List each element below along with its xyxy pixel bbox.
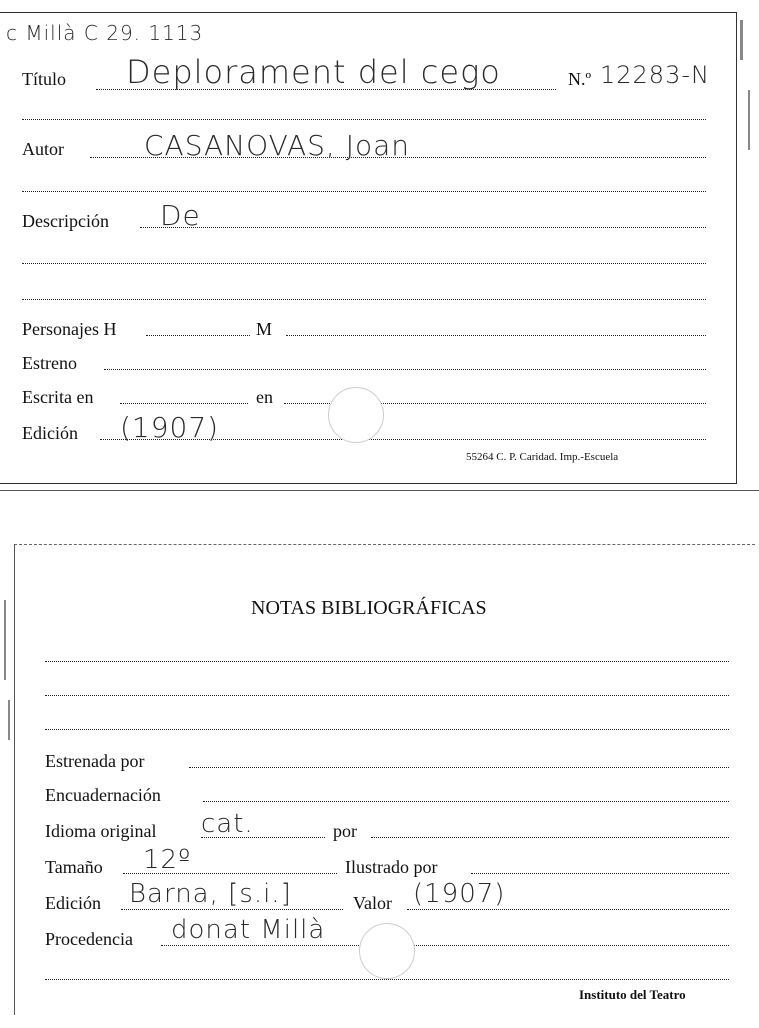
estrenada-line: [189, 767, 729, 768]
encuadernacion-label: Encuadernación: [45, 785, 161, 805]
punch-hole-back: [359, 923, 415, 979]
descripcion-label: Descripción: [22, 211, 109, 231]
procedencia-line: [161, 945, 729, 946]
tamano-label: Tamaño: [45, 857, 103, 877]
autor-line-2: [22, 191, 706, 192]
numero-label: N.º: [568, 69, 592, 89]
scan-noise-left-2: [8, 700, 10, 740]
estreno-label: Estreno: [22, 353, 77, 373]
escrita-line: [120, 403, 248, 404]
titulo-label: Título: [22, 69, 66, 89]
edicion-value: (1907): [120, 411, 220, 444]
edicion-back-value: Barna, [s.i.]: [129, 879, 292, 909]
ilustrado-label: Ilustrado por: [345, 857, 438, 877]
notas-heading: NOTAS BIBLIOGRÁFICAS: [251, 597, 487, 619]
descripcion-line: [140, 227, 706, 228]
numero-value: 12283-N: [600, 61, 710, 89]
idioma-por-line: [371, 837, 729, 838]
valor-label: Valor: [353, 893, 392, 913]
notas-line-3: [45, 729, 729, 730]
top-handwritten-note: c Millà C 29. 1113: [6, 21, 204, 45]
card-separator: [0, 490, 759, 491]
valor-value: (1907): [413, 879, 506, 909]
procedencia-value: donat Millà: [171, 915, 326, 945]
edicion-back-label: Edición: [45, 893, 101, 913]
procedencia-label: Procedencia: [45, 929, 133, 949]
personajes-m-label: M: [256, 319, 273, 339]
tamano-value: 12º: [143, 845, 192, 875]
scan-noise-left: [4, 600, 6, 680]
printer-imprint: 55264 C. P. Caridad. Imp.-Escuela: [466, 451, 619, 463]
titulo-value: Deplorament del cego: [126, 53, 501, 91]
autor-label: Autor: [22, 139, 64, 159]
escrita-en-label: en: [256, 387, 273, 407]
ilustrado-line: [471, 873, 729, 874]
descripcion-line-2: [22, 263, 706, 264]
punch-hole: [328, 387, 384, 443]
estreno-line: [104, 369, 706, 370]
idioma-value: cat.: [201, 809, 254, 839]
personajes-label: Personajes H: [22, 319, 117, 339]
valor-line: [407, 909, 729, 910]
notas-line-2: [45, 695, 729, 696]
scan-noise-right-2: [748, 90, 750, 150]
catalog-card-back: [14, 544, 755, 1015]
catalog-card-front: [0, 12, 737, 484]
notas-line-1: [45, 661, 729, 662]
descripcion-value: De: [160, 199, 201, 232]
personajes-m-line: [286, 335, 706, 336]
titulo-line-2: [22, 119, 706, 120]
footer-institution: Instituto del Teatro: [579, 987, 686, 1002]
procedencia-line-2: [45, 979, 729, 980]
estrenada-label: Estrenada por: [45, 751, 145, 771]
edicion-back-line: [121, 909, 343, 910]
autor-value: CASANOVAS, Joan: [144, 129, 411, 162]
encuadernacion-line: [203, 801, 729, 802]
escrita-label: Escrita en: [22, 387, 94, 407]
idioma-label: Idioma original: [45, 821, 157, 841]
descripcion-line-3: [22, 299, 706, 300]
personajes-h-line: [146, 335, 250, 336]
idioma-por-label: por: [333, 821, 357, 841]
scan-noise-right: [740, 20, 743, 60]
edicion-label: Edición: [22, 423, 78, 443]
